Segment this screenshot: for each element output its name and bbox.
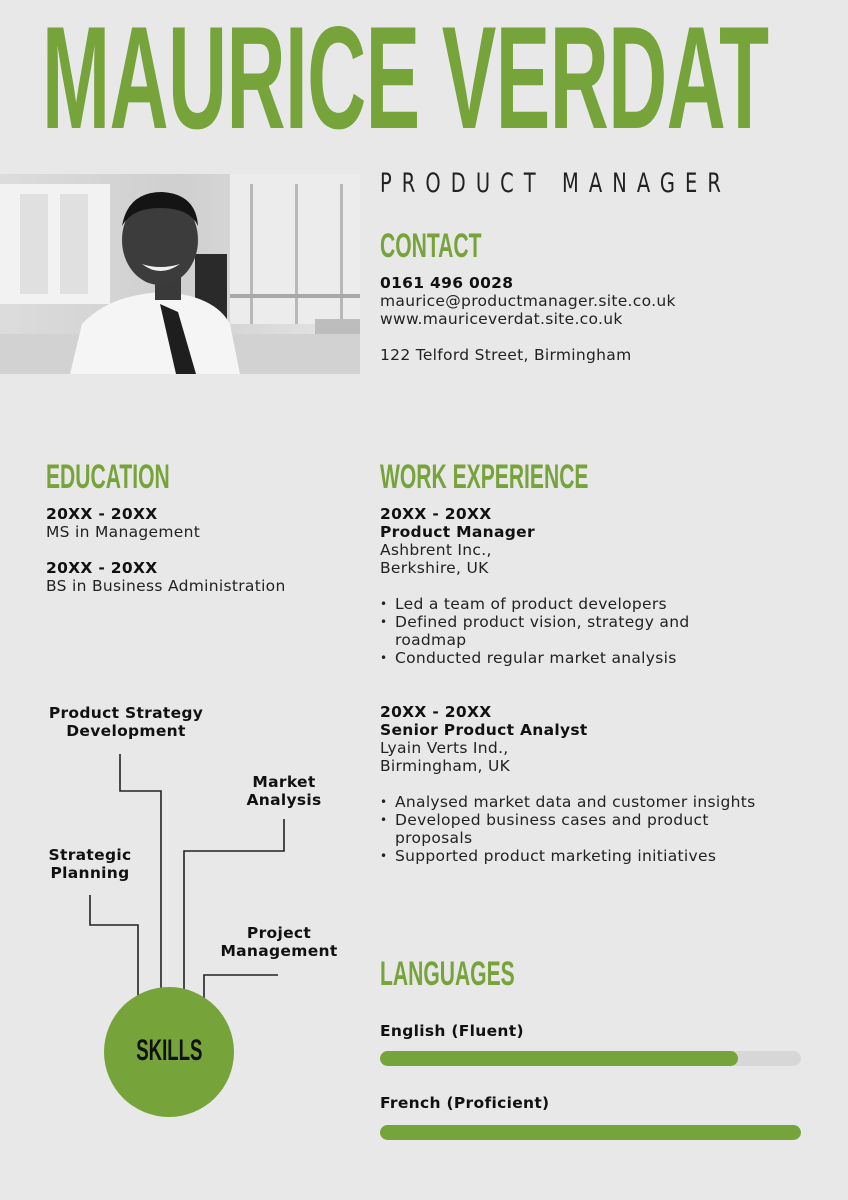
- job-location: Birmingham, UK: [380, 757, 511, 775]
- skill-label: Strategic Planning: [48, 846, 132, 882]
- education-degree: BS in Business Administration: [46, 577, 286, 595]
- skill-label: Product Strategy Development: [48, 704, 204, 740]
- job-years: 20XX - 20XX: [380, 703, 492, 721]
- education-heading: EDUCATION: [46, 458, 170, 496]
- phone-number: 0161 496 0028: [380, 274, 514, 292]
- job-role: Product Manager: [380, 523, 535, 541]
- list-item: • Defined product vision, strategy and roadmap: [380, 613, 740, 649]
- languages-heading: LANGUAGES: [380, 955, 515, 993]
- job-role: Senior Product Analyst: [380, 721, 588, 739]
- education-degree: MS in Management: [46, 523, 201, 541]
- job-company: Lyain Verts Ind.,: [380, 739, 509, 757]
- list-item: • Led a team of product developers: [380, 595, 740, 613]
- list-item: • Conducted regular market analysis: [380, 649, 740, 667]
- education-years: 20XX - 20XX: [46, 505, 158, 523]
- language-label: English (Fluent): [380, 1022, 524, 1040]
- skill-label: Project Management: [220, 924, 338, 960]
- street-address: 122 Telford Street, Birmingham: [380, 346, 632, 364]
- job-years: 20XX - 20XX: [380, 505, 492, 523]
- language-label: French (Proficient): [380, 1094, 550, 1112]
- website-url: www.mauriceverdat.site.co.uk: [380, 310, 623, 328]
- list-item: • Developed business cases and product proposals: [380, 811, 780, 847]
- list-item: • Supported product marketing initiatives: [380, 847, 820, 865]
- education-years: 20XX - 20XX: [46, 559, 158, 577]
- language-bar: [380, 1125, 801, 1140]
- contact-heading: CONTACT: [380, 227, 482, 265]
- language-bar-fill: [380, 1051, 738, 1066]
- list-item: • Analysed market data and customer insights: [380, 793, 820, 811]
- skill-label: Market Analysis: [246, 773, 322, 809]
- language-bar: [380, 1051, 801, 1066]
- job-title: PRODUCT MANAGER: [380, 168, 731, 199]
- language-bar-fill: [380, 1125, 801, 1140]
- email-address: maurice@productmanager.site.co.uk: [380, 292, 676, 310]
- work-experience-heading: WORK EXPERIENCE: [380, 458, 589, 496]
- skills-heading: SKILLS: [135, 1034, 203, 1067]
- job-company: Ashbrent Inc.,: [380, 541, 492, 559]
- job-location: Berkshire, UK: [380, 559, 489, 577]
- candidate-name: MAURICE VERDAT: [42, 0, 769, 159]
